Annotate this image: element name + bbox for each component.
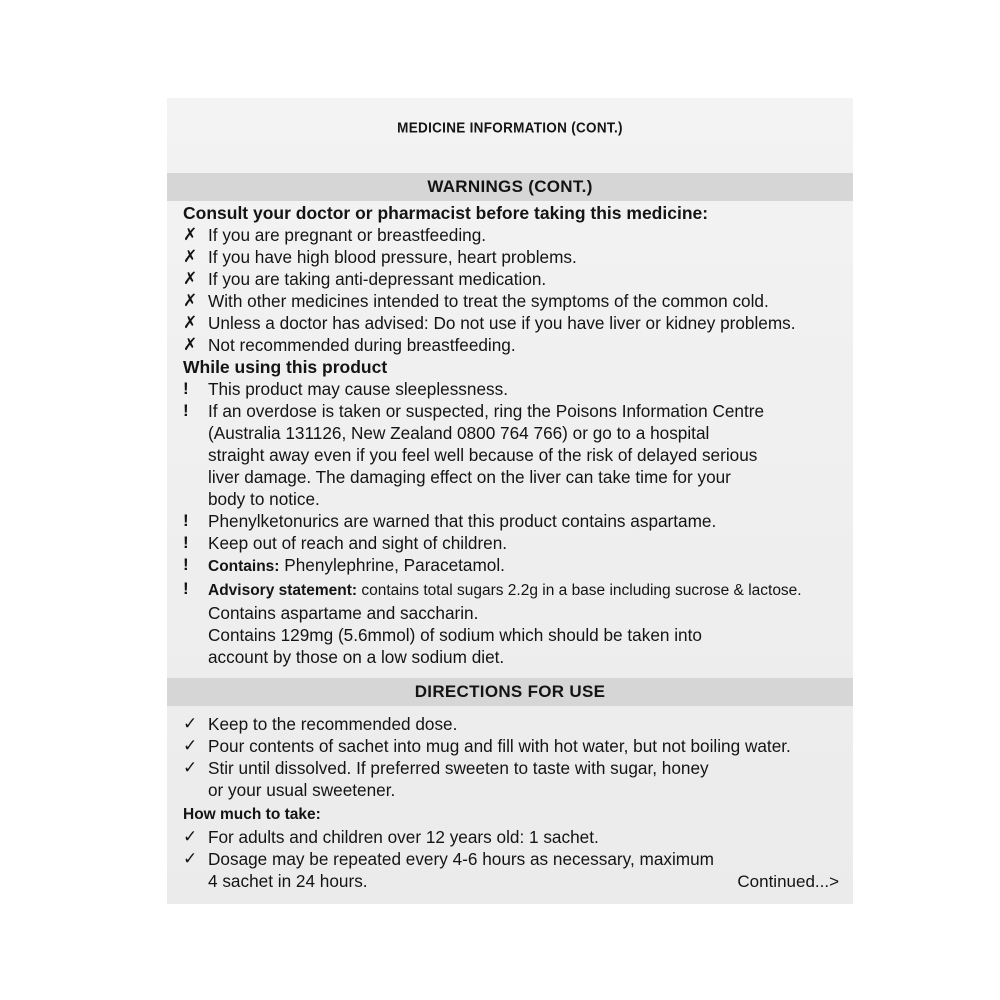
consult-item: ✗ Unless a doctor has advised: Do not use if you have liver or kidney problems. xyxy=(183,313,796,333)
directions-section xyxy=(183,713,843,892)
direction-item: ✓ Pour contents of sachet into mug and fill with hot water, but not boiling water. xyxy=(183,736,791,756)
cross-icon: ✗ xyxy=(183,225,198,244)
medicine-info-panel xyxy=(167,98,853,904)
warnings-section xyxy=(183,202,843,668)
check-icon: ✓ xyxy=(183,849,198,868)
while-item-children: ! Keep out of reach and sight of children. xyxy=(183,533,508,553)
while-item-phenylketonurics: ! Phenylketonurics are warned that this product contains aspartame. xyxy=(183,511,717,531)
dose-item-repeat: ✓ Dosage may be repeated every 4-6 hours as necessary, maximum 4 sachet in 24 hours. xyxy=(183,849,714,891)
cross-icon: ✗ xyxy=(183,269,198,288)
exclamation-icon: ! xyxy=(183,555,189,574)
consult-item: ✗ If you are pregnant or breastfeeding. xyxy=(183,225,487,245)
direction-item-stir: ✓ Stir until dissolved. If preferred sweeten to taste with sugar, honey or your usual sweetener. xyxy=(183,758,709,800)
cross-icon: ✗ xyxy=(183,291,198,310)
exclamation-icon: ! xyxy=(183,401,189,420)
consult-item: ✗ If you are taking anti-depressant medication. xyxy=(183,269,547,289)
exclamation-icon: ! xyxy=(183,511,189,530)
how-much-heading: How much to take: xyxy=(183,806,321,823)
while-using-heading: While using this product xyxy=(183,357,388,377)
consult-heading: Consult your doctor or pharmacist before taking this medicine: xyxy=(183,203,709,223)
consult-item: ✗ With other medicines intended to treat the symptoms of the common cold. xyxy=(183,291,769,311)
direction-item: ✓ Keep to the recommended dose. xyxy=(183,714,458,734)
continued-label: Continued...> xyxy=(737,872,839,891)
advisory-value: contains total sugars 2.2g in a base including sucrose & lactose. xyxy=(357,582,802,599)
check-icon: ✓ xyxy=(183,736,198,755)
page-title: MEDICINE INFORMATION (CONT.) xyxy=(397,119,623,136)
cross-icon: ✗ xyxy=(183,335,198,354)
while-item-contains xyxy=(183,554,843,578)
warnings-heading-band: WARNINGS (CONT.) xyxy=(167,173,853,201)
check-icon: ✓ xyxy=(183,758,198,777)
dose-item: ✓ For adults and children over 12 years old: 1 sachet. xyxy=(183,827,599,847)
directions-heading-band: DIRECTIONS FOR USE xyxy=(167,678,853,706)
contains-label: Contains: xyxy=(208,558,280,575)
check-icon: ✓ xyxy=(183,714,198,733)
consult-item: ✗ If you have high blood pressure, heart problems. xyxy=(183,247,577,267)
advisory-label: Advisory statement: xyxy=(208,582,358,599)
check-icon: ✓ xyxy=(183,827,198,846)
while-item-overdose: ! If an overdose is taken or suspected, ring the Poisons Information Centre (Australia 131126, New Zealand 0800 764 766) or go to a hospital straight away even if you feel well because of the risk of delayed serious liver damage. The damaging effect on the liver can take time for your body to notice. xyxy=(183,401,765,509)
while-item-advisory: ! Advisory statement: contains total sugars 2.2g in a base including sucrose & lactose. Contains aspartame and saccharin. Contains 129mg (5.6mmol) of sodium which should be taken into account by those on a low sodium diet. xyxy=(183,579,802,667)
while-item-sleeplessness: ! This product may cause sleeplessness. xyxy=(183,379,508,399)
cross-icon: ✗ xyxy=(183,313,198,332)
exclamation-icon: ! xyxy=(183,379,189,398)
contains-value: Phenylephrine, Paracetamol. xyxy=(279,555,505,575)
consult-item: ✗ Not recommended during breastfeeding. xyxy=(183,335,516,355)
exclamation-icon: ! xyxy=(183,579,189,598)
exclamation-icon: ! xyxy=(183,533,189,552)
cross-icon: ✗ xyxy=(183,247,198,266)
